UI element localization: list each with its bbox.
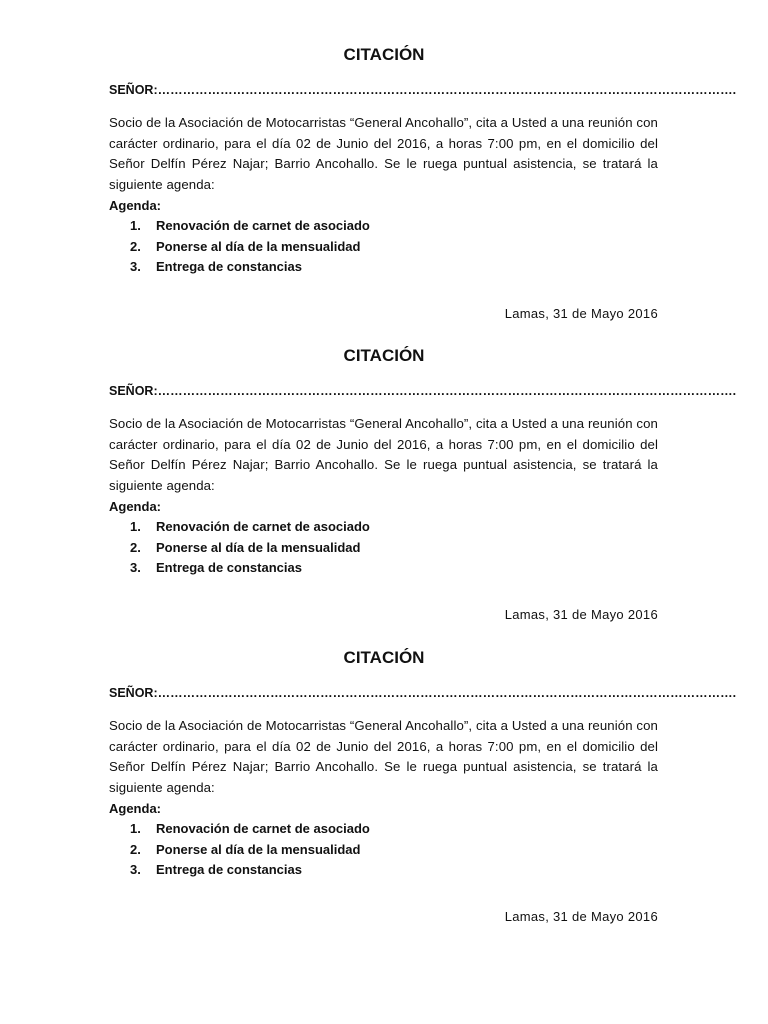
agenda-item-text: Ponerse al día de la mensualidad: [156, 841, 361, 857]
agenda-item: [130, 819, 370, 840]
agenda-item-text: Entrega de constancias: [156, 862, 302, 877]
agenda-item: [130, 517, 370, 538]
agenda-item: [130, 237, 370, 258]
citation-title: CITACIÓN: [343, 346, 425, 365]
agenda-label: Agenda:: [109, 499, 161, 514]
citation-body: Socio de la Asociación de Motocarristas “General Ancohallo”, cita a Usted a una reunión con carácter ordinario, para el día 02 de Junio del 2016, a horas 7:00 pm, en el domicilio del Señor Delfín Pérez Najar; Barrio Ancohallo. Se le ruega puntual asistencia, se tratará la siguiente agenda:: [109, 416, 658, 493]
recipient-line: SEÑOR:………………………………………………………………………………………………………………………….: [109, 384, 737, 398]
agenda-item-number: 2.: [130, 238, 141, 254]
agenda-item-number: 2.: [130, 539, 141, 555]
agenda-item-number: 3.: [130, 560, 141, 575]
citation-title: CITACIÓN: [343, 45, 425, 64]
agenda-item: [130, 257, 370, 278]
agenda-list: [130, 517, 370, 579]
agenda-label: Agenda:: [109, 198, 161, 213]
agenda-item-text: Renovación de carnet de asociado: [156, 519, 370, 534]
agenda-item: [130, 558, 370, 579]
agenda-item-text: Ponerse al día de la mensualidad: [156, 539, 361, 555]
agenda-item: [130, 216, 370, 237]
agenda-item: [130, 840, 370, 861]
recipient-line: SEÑOR:………………………………………………………………………………………………………………………….: [109, 83, 737, 97]
agenda-item-number: 1.: [130, 519, 141, 534]
citation-block-3: [0, 648, 768, 949]
agenda-item-number: 1.: [130, 218, 141, 233]
agenda-item-number: 3.: [130, 259, 141, 274]
agenda-item-text: Renovación de carnet de asociado: [156, 821, 370, 836]
agenda-item-text: Entrega de constancias: [156, 259, 302, 274]
citation-block-2: [0, 346, 768, 647]
agenda-item-text: Ponerse al día de la mensualidad: [156, 238, 361, 254]
citation-date: Lamas, 31 de Mayo 2016: [504, 909, 658, 924]
citation-block-1: [0, 45, 768, 346]
citation-title: CITACIÓN: [343, 648, 425, 667]
recipient-line: SEÑOR:………………………………………………………………………………………………………………………….: [109, 686, 737, 700]
agenda-item-number: 1.: [130, 821, 141, 836]
agenda-item-text: Entrega de constancias: [156, 560, 302, 575]
agenda-list: [130, 819, 370, 881]
agenda-list: [130, 216, 370, 278]
citation-body: Socio de la Asociación de Motocarristas “General Ancohallo”, cita a Usted a una reunión con carácter ordinario, para el día 02 de Junio del 2016, a horas 7:00 pm, en el domicilio del Señor Delfín Pérez Najar; Barrio Ancohallo. Se le ruega puntual asistencia, se tratará la siguiente agenda:: [109, 115, 658, 192]
citation-body: Socio de la Asociación de Motocarristas “General Ancohallo”, cita a Usted a una reunión con carácter ordinario, para el día 02 de Junio del 2016, a horas 7:00 pm, en el domicilio del Señor Delfín Pérez Najar; Barrio Ancohallo. Se le ruega puntual asistencia, se tratará la siguiente agenda:: [109, 718, 658, 795]
agenda-item-text: Renovación de carnet de asociado: [156, 218, 370, 233]
agenda-item: [130, 860, 370, 881]
agenda-item: [130, 538, 370, 559]
citation-date: Lamas, 31 de Mayo 2016: [504, 607, 658, 622]
agenda-item-number: 2.: [130, 841, 141, 857]
agenda-item-number: 3.: [130, 862, 141, 877]
citation-date: Lamas, 31 de Mayo 2016: [504, 306, 658, 321]
agenda-label: Agenda:: [109, 801, 161, 816]
